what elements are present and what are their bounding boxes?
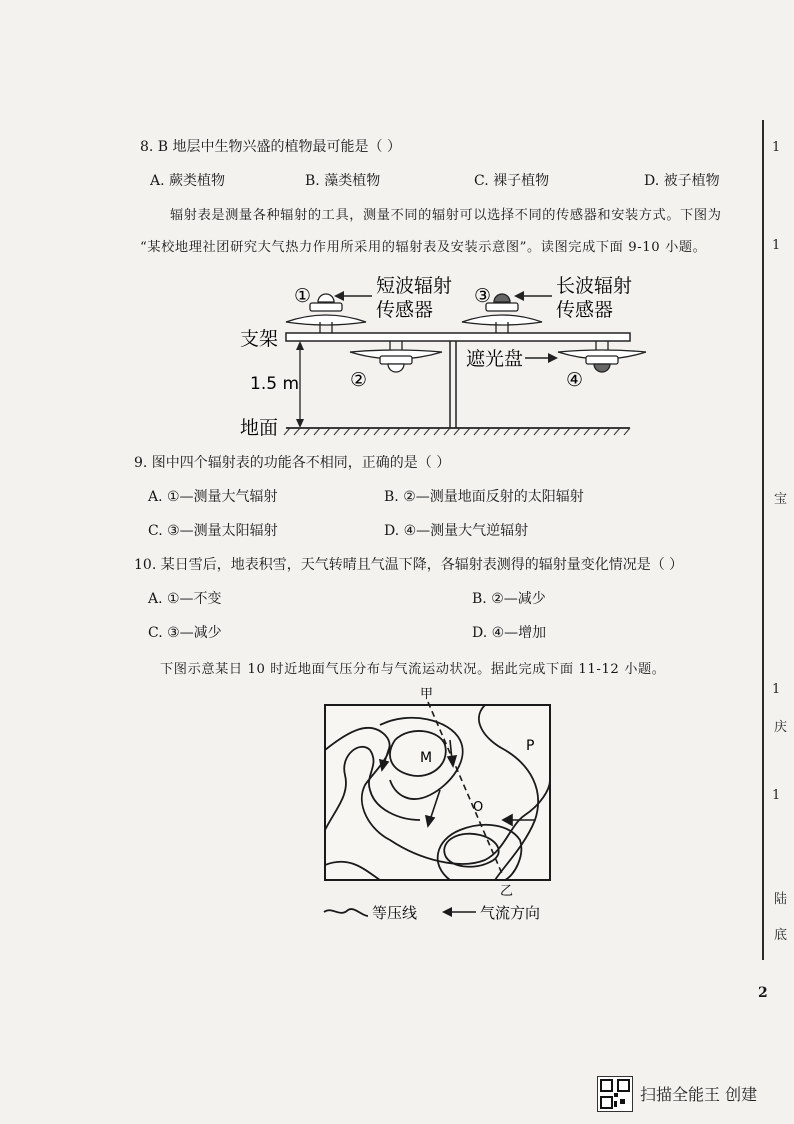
intro-9-10-line-2: “某校地理社团研究大气热力作用所采用的辐射表及安装示意图”。读图完成下面 9-10 小题。 — [140, 240, 707, 255]
isobar-map — [310, 680, 570, 930]
question-10-option-d: D. ④—增加 — [472, 625, 547, 641]
margin-char: 1 — [772, 140, 781, 155]
label-circle-3: ③ — [474, 285, 492, 307]
label-shade: 遮光盘 — [466, 348, 524, 370]
intro-11-12: 下图示意某日 10 时近地面气压分布与气流运动状况。据此完成下面 11-12 小题。 — [160, 662, 666, 677]
label-short-wave-2: 传感器 — [376, 299, 434, 321]
margin-char: 庆 — [774, 720, 788, 735]
legend-isobar-symbol — [324, 909, 368, 916]
support-bar — [286, 333, 630, 341]
page-edge-line — [762, 120, 764, 960]
qr-code-icon — [597, 1076, 633, 1112]
label-long-wave-1: 长波辐射 — [556, 275, 633, 297]
question-8-stem: 8. B 地层中生物兴盛的植物最可能是（ ） — [140, 139, 401, 155]
question-9-stem: 9. 图中四个辐射表的功能各不相同，正确的是（ ） — [134, 455, 451, 471]
label-ground: 地面 — [240, 417, 279, 439]
margin-char: 底 — [774, 928, 788, 943]
label-o: O — [473, 800, 484, 815]
margin-char: 宝 — [774, 492, 788, 507]
label-circle-2: ② — [350, 369, 368, 391]
meter-2 — [350, 341, 442, 372]
label-circle-4: ④ — [566, 369, 584, 391]
question-10-option-c: C. ③—减少 — [148, 625, 222, 641]
label-p: P — [526, 738, 535, 754]
intro-9-10-line-1: 辐射表是测量各种辐射的工具，测量不同的辐射可以选择不同的传感器和安装方式。下图为 — [170, 208, 722, 223]
question-10-option-a: A. ①—不变 — [148, 591, 222, 607]
question-9-option-b: B. ②—测量地面反射的太阳辐射 — [384, 489, 584, 505]
label-m: M — [420, 750, 433, 766]
question-10-option-b: B. ②—减少 — [472, 591, 546, 607]
question-10-stem: 10. 某日雪后，地表积雪，天气转晴且气温下降，各辐射表测得的辐射量变化情况是（ ） — [134, 557, 684, 573]
margin-char: 1 — [772, 238, 781, 253]
label-jia: 甲 — [420, 687, 434, 702]
label-short-wave-1: 短波辐射 — [376, 275, 453, 297]
margin-char: 1 — [772, 682, 781, 697]
question-8-option-b: B. 藻类植物 — [305, 173, 381, 189]
label-bracket: 支架 — [240, 328, 279, 350]
margin-char: 1 — [772, 788, 781, 803]
legend-isobar-label: 等压线 — [372, 904, 418, 922]
radiation-meter-diagram — [230, 270, 650, 442]
label-yi: 乙 — [500, 884, 514, 899]
label-height: 1.5 m — [250, 374, 299, 394]
page-number: 2 — [758, 985, 768, 1001]
margin-char: 陆 — [774, 892, 788, 907]
label-circle-1: ① — [294, 285, 312, 307]
scanner-watermark: 扫描全能王 创建 — [640, 1085, 758, 1104]
question-8-option-d: D. 被子植物 — [644, 173, 720, 189]
meter-4 — [558, 341, 646, 372]
question-9-option-d: D. ④—测量大气逆辐射 — [384, 523, 529, 539]
legend-flow-label: 气流方向 — [480, 904, 541, 922]
question-9-option-c: C. ③—测量太阳辐射 — [148, 523, 278, 539]
question-8-option-a: A. 蕨类植物 — [150, 173, 226, 189]
label-long-wave-2: 传感器 — [556, 299, 614, 321]
question-9-option-a: A. ①—测量大气辐射 — [148, 489, 278, 505]
question-8-option-c: C. 裸子植物 — [474, 173, 550, 189]
